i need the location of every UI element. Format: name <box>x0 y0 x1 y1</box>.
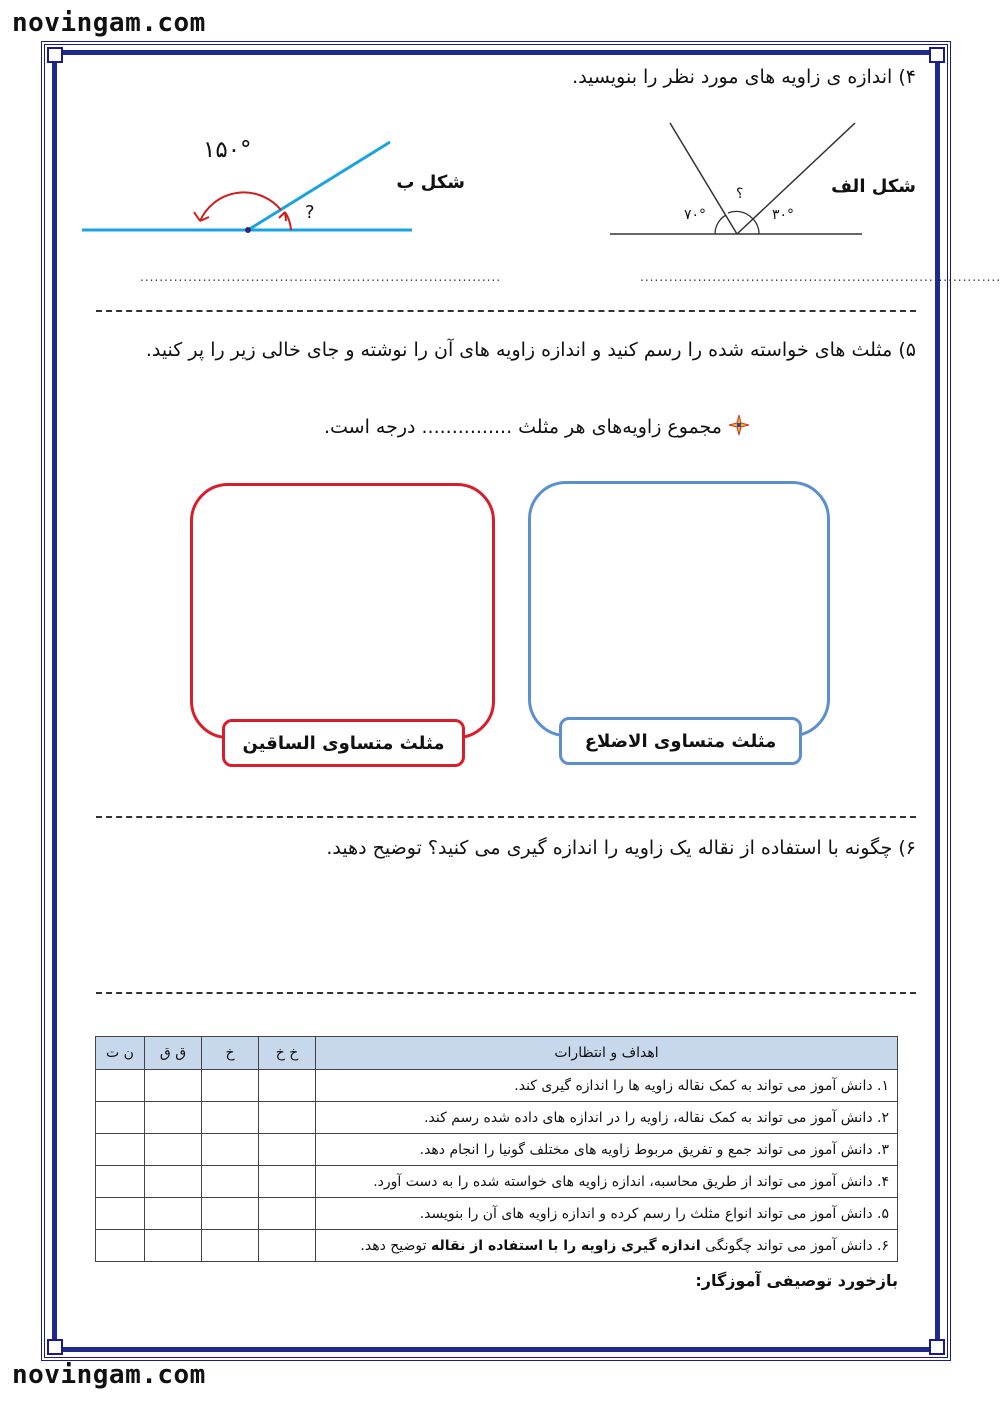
goal-text-bold: اندازه گیری زاویه را با استفاده از نقاله <box>431 1237 701 1254</box>
table-row <box>96 1070 898 1102</box>
header-needs-effort: ن ت <box>96 1037 145 1070</box>
grade-cell[interactable] <box>96 1230 145 1262</box>
grade-cell[interactable] <box>259 1070 316 1102</box>
table-row <box>96 1166 898 1198</box>
grade-cell[interactable] <box>202 1102 259 1134</box>
goal-text: ۶. دانش آموز می تواند چگونگی <box>700 1237 889 1254</box>
question-5-title: ۵) مثلث های خواسته شده را رسم کنید و اندازه زاویه های آن را نوشته و جای خالی زیر را پر کنید. <box>145 339 916 361</box>
grade-cell[interactable] <box>259 1102 316 1134</box>
grade-cell[interactable] <box>96 1166 145 1198</box>
figure-be-label: شکل ب <box>396 172 465 193</box>
triangle-angle-sum-blank: مجموع زاویه‌های هر مثلث ............... درجه است. <box>323 416 722 438</box>
figure-alef-diagram <box>600 115 870 245</box>
grade-cell[interactable] <box>202 1070 259 1102</box>
figure-be-unknown: ? <box>305 202 315 223</box>
grade-cell[interactable] <box>259 1230 316 1262</box>
header-very-good: خ خ <box>259 1037 316 1070</box>
label-equilateral-triangle: مثلث متساوی الاضلاع <box>559 717 802 765</box>
grade-cell[interactable] <box>145 1102 202 1134</box>
grade-cell[interactable] <box>145 1166 202 1198</box>
section-separator <box>96 992 916 994</box>
header-goals: اهداف و انتظارات <box>316 1037 898 1070</box>
goal-cell: ۳. دانش آموز می تواند جمع و تفریق مربوط زاویه های مختلف گونیا را انجام دهد. <box>316 1134 898 1166</box>
grade-cell[interactable] <box>202 1134 259 1166</box>
answer-line-figure-be[interactable]: ........................................................................... <box>140 270 502 284</box>
grade-cell[interactable] <box>202 1198 259 1230</box>
answer-line-figure-alef[interactable]: ........................................................................... <box>640 270 1001 284</box>
section-separator <box>96 310 916 312</box>
grade-cell[interactable] <box>96 1102 145 1134</box>
goal-cell: ۱. دانش آموز می تواند به کمک نقاله زاویه ها را اندازه گیری کند. <box>316 1070 898 1102</box>
watermark-top: novingam.com <box>12 8 206 38</box>
table-row <box>96 1102 898 1134</box>
frame-corner-ornament <box>929 1339 945 1355</box>
header-acceptable: ق ق <box>145 1037 202 1070</box>
grade-cell[interactable] <box>202 1166 259 1198</box>
objectives-table <box>95 1036 898 1262</box>
question-6-title: ۶) چگونه با استفاده از نقاله یک زاویه را اندازه گیری می کنید؟ توضیح دهید. <box>326 837 916 859</box>
grade-cell[interactable] <box>96 1070 145 1102</box>
question-4-title: ۴) اندازه ی زاویه های مورد نظر را بنویسید. <box>572 66 916 88</box>
grade-cell[interactable] <box>96 1198 145 1230</box>
goal-cell: ۴. دانش آموز می تواند از طریق محاسبه، اندازه زاویه های خواسته شده را به دست آورد. <box>316 1166 898 1198</box>
table-row <box>96 1198 898 1230</box>
frame-corner-ornament <box>47 47 63 63</box>
header-good: خ <box>202 1037 259 1070</box>
frame-corner-ornament <box>47 1339 63 1355</box>
figure-be-angle: ۱۵۰° <box>203 137 252 163</box>
grade-cell[interactable] <box>259 1134 316 1166</box>
table-row <box>96 1230 898 1262</box>
goal-cell: ۲. دانش آموز می تواند به کمک نقاله، زاویه را در اندازه های داده شده رسم کند. <box>316 1102 898 1134</box>
goal-cell: ۵. دانش آموز می تواند انواع مثلث را رسم کرده و اندازه زاویه های آن را بنویسد. <box>316 1198 898 1230</box>
figure-alef-right-angle: ۳۰° <box>772 207 795 223</box>
drawing-box-equilateral[interactable] <box>528 481 830 737</box>
frame-corner-ornament <box>929 47 945 63</box>
grade-cell[interactable] <box>145 1070 202 1102</box>
table-row <box>96 1134 898 1166</box>
grade-cell[interactable] <box>145 1198 202 1230</box>
goal-cell <box>316 1230 898 1262</box>
goal-text: توضیح دهد. <box>360 1237 431 1254</box>
grade-cell[interactable] <box>259 1198 316 1230</box>
grade-cell[interactable] <box>96 1134 145 1166</box>
grade-cell[interactable] <box>202 1230 259 1262</box>
drawing-box-isosceles[interactable] <box>190 483 495 739</box>
grade-cell[interactable] <box>259 1166 316 1198</box>
question-6-answer-space[interactable] <box>96 870 916 980</box>
star-bullet-icon <box>728 414 750 436</box>
figure-alef-label: شکل الف <box>831 176 916 197</box>
table-header-row <box>96 1037 898 1070</box>
figure-alef-left-angle: ۷۰° <box>684 207 707 223</box>
figure-alef-unknown: ؟ <box>736 186 744 202</box>
label-isosceles-triangle: مثلث متساوی الساقین <box>222 719 465 767</box>
grade-cell[interactable] <box>145 1230 202 1262</box>
grade-cell[interactable] <box>145 1134 202 1166</box>
section-separator <box>96 816 916 818</box>
teacher-feedback-label: بازخورد توصیفی آموزگار: <box>695 1271 898 1290</box>
watermark-bottom: novingam.com <box>12 1360 206 1390</box>
